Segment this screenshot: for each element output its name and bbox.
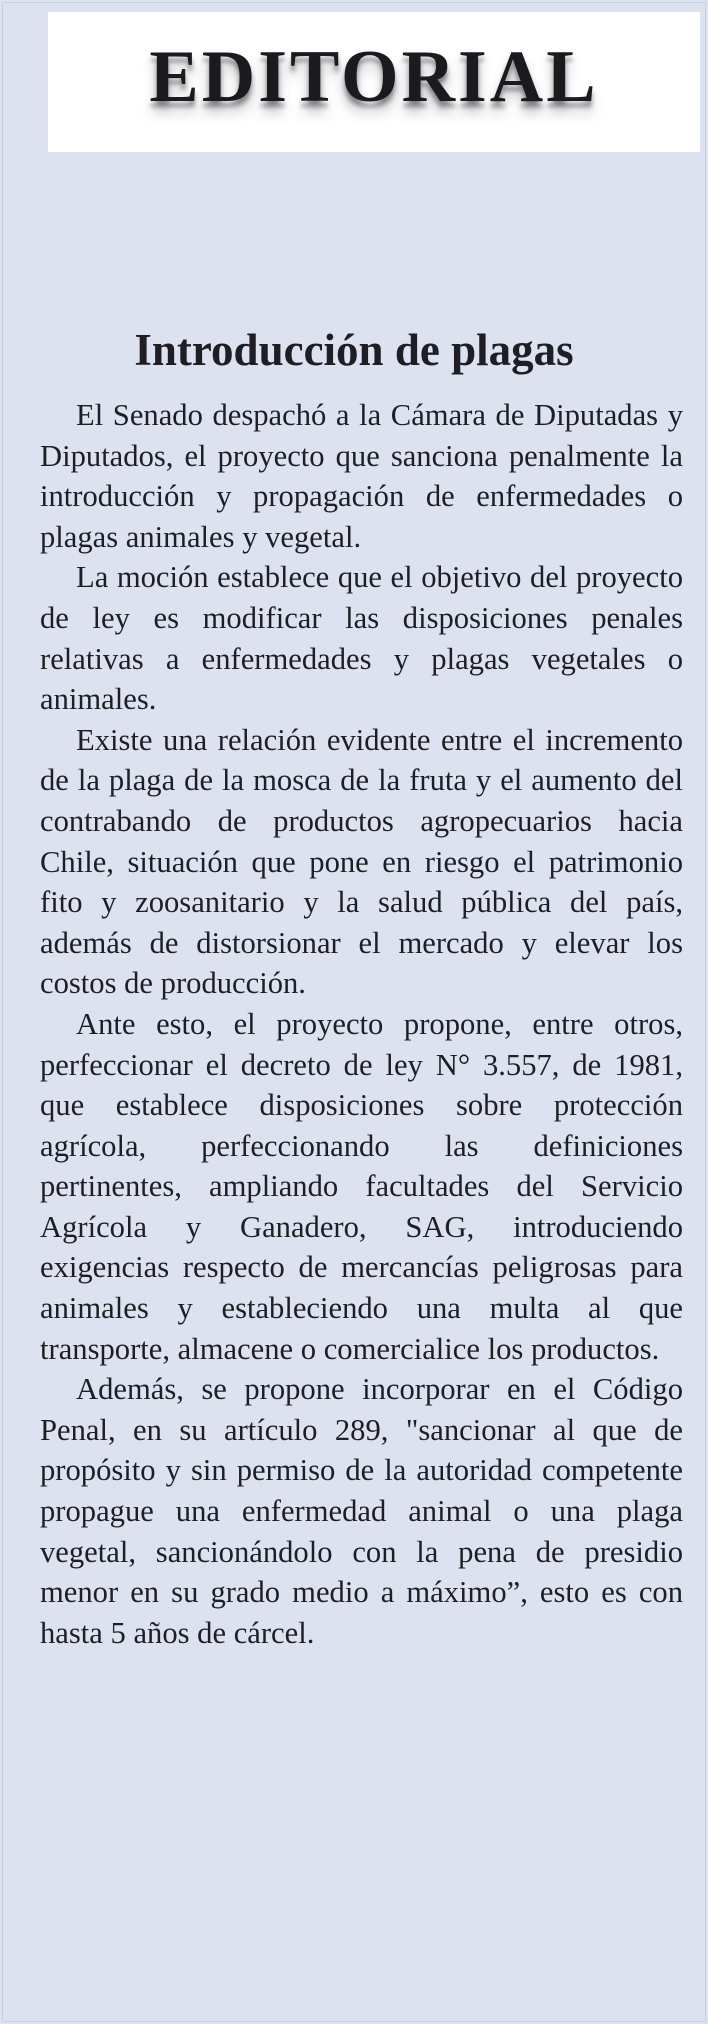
article-paragraph: El Senado despachó a la Cámara de Diputadas y Diputados, el proyecto que sanciona penalmente la introducción y propagación de enfermedades o plagas animales y vegetal. xyxy=(40,398,683,554)
article-paragraph: Además, se propone incorporar en el Código Penal, en su artículo 289, "sancionar al que de propósito y sin permiso de la autoridad competente propague una enfermedad animal o una plaga vegetal, sancionándolo con la pena de presidio menor en su grado medio a máximo”, esto es con hasta 5 años de cárcel. xyxy=(40,1372,683,1650)
article-body xyxy=(40,395,683,1653)
article-paragraph: Ante esto, el proyecto propone, entre otros, perfeccionar el decreto de ley N° 3.557, de 1981, que establece disposiciones sobre protección agrícola, perfeccionando las definiciones pertinentes, ampliando facultades del Servicio Agrícola y Ganadero, SAG, introduciendo exigencias respecto de mercancías peligrosas para animales y estableciendo una multa al que transporte, almacene o comercialice los productos. xyxy=(40,1006,683,1366)
article-paragraph: Existe una relación evidente entre el incremento de la plaga de la mosca de la fruta y el aumento del contrabando de productos agropecuarios hacia Chile, situación que pone en riesgo el patrimonio fito y zoosanitario y la salud pública del país, además de distorsionar el mercado y elevar los costos de producción. xyxy=(40,722,683,1001)
masthead-title: EDITORIAL xyxy=(149,36,599,118)
article-paragraph: La moción establece que el objetivo del proyecto de ley es modificar las disposiciones penales relativas a enfermedades y plagas vegetales o animales. xyxy=(40,560,683,717)
article-headline: Introducción de plagas xyxy=(134,325,574,376)
masthead-box xyxy=(48,12,700,152)
